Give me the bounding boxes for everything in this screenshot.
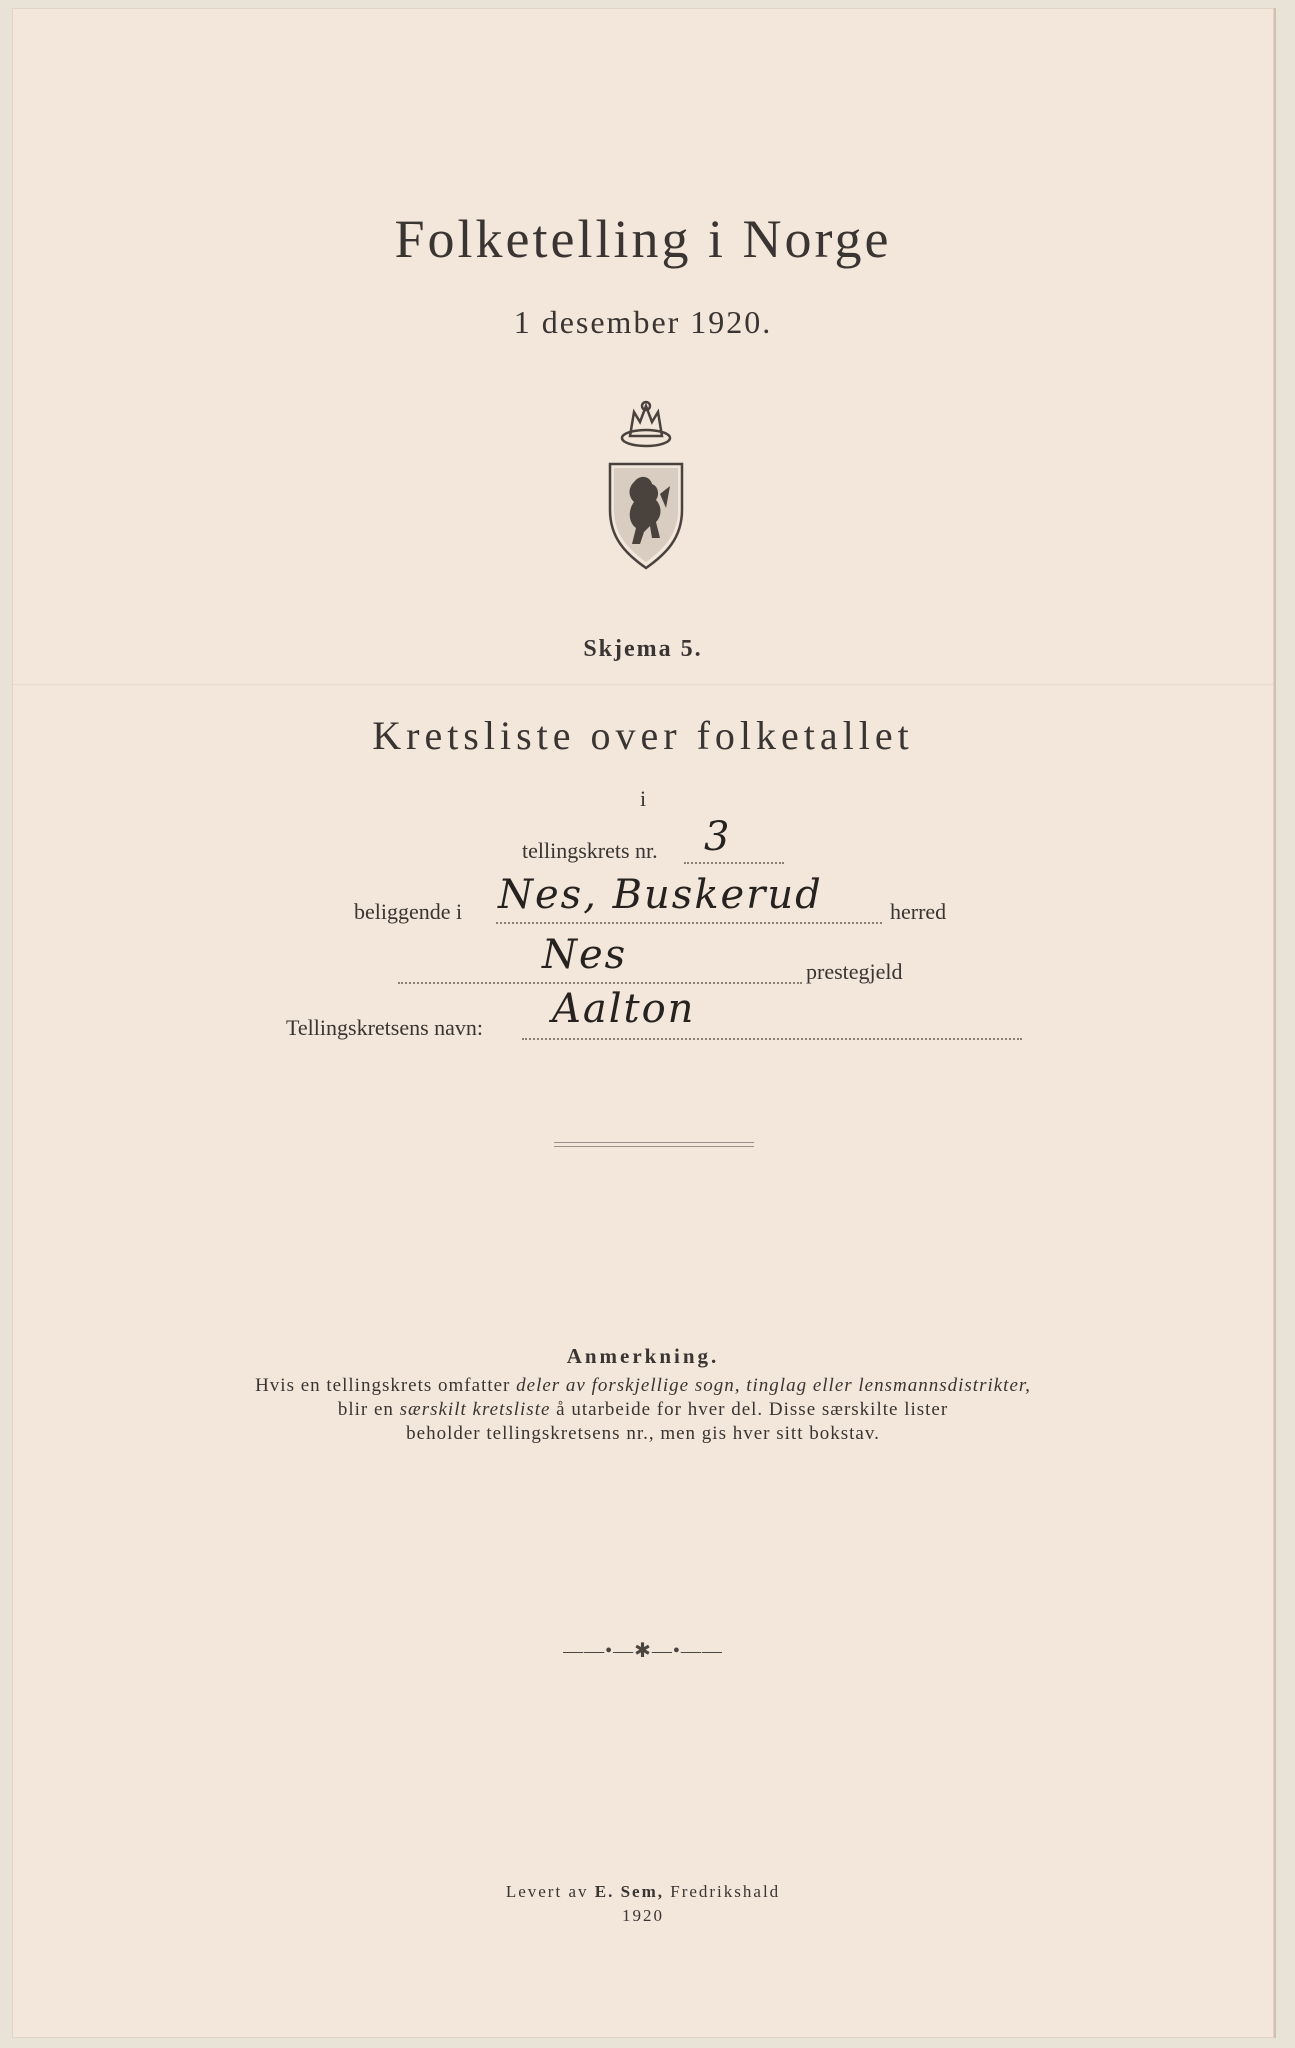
paper-fold [12, 684, 1274, 686]
conjunction-text: i [639, 786, 647, 811]
ornament-divider: ——•—✱—•—— [563, 1640, 723, 1662]
location-value: Nes, Buskerud [498, 872, 823, 918]
note-line-1 [12, 1374, 1274, 1398]
printer-place: Fredrikshald [663, 1882, 781, 1901]
schema-label: Skjema 5. [583, 636, 703, 662]
note-line-1-text: Hvis en tellingskrets omfatter [255, 1375, 517, 1396]
printer-imprint [12, 1880, 1274, 1928]
krets-number-line [684, 862, 784, 864]
district-name-line [522, 1038, 1022, 1040]
prestegjeld-label: prestegjeld [806, 959, 903, 984]
printer-prefix: Levert av [505, 1882, 595, 1901]
prestegjeld-value: Nes [542, 932, 628, 978]
note-line-2-text-a: blir en [337, 1399, 400, 1420]
note-line-2-italic: særskilt kretsliste [399, 1399, 551, 1420]
krets-number-value: 3 [704, 814, 732, 860]
printer-name: E. Sem, [594, 1882, 664, 1901]
krets-number-label: tellingskrets nr. [522, 838, 658, 863]
prestegjeld-line [398, 982, 802, 984]
list-title: Kretsliste over folketallet [372, 713, 914, 758]
note-line-2-text-b: å utarbeide for hver del. Disse særskilte lister [550, 1399, 949, 1420]
printer-year: 1920 [622, 1906, 664, 1925]
census-form-page [12, 8, 1274, 2038]
location-line [496, 922, 882, 924]
herred-label: herred [890, 899, 947, 924]
note-heading: Anmerkning. [566, 1344, 720, 1368]
note-line-2 [12, 1398, 1274, 1422]
note-line-3: beholder tellingskretsens nr., men gis hver sitt bokstav. [406, 1423, 880, 1444]
note-line-1-italic: deler av forskjellige sogn, tinglag eller lensmannsdistrikter, [516, 1375, 1031, 1396]
page-title: Folketelling i Norge [394, 209, 892, 269]
district-name-value: Aalton [552, 986, 696, 1032]
printer-line [12, 1880, 1274, 1904]
section-divider [554, 1142, 754, 1147]
location-label: beliggende i [354, 899, 463, 924]
district-name-label: Tellingskretsens navn: [286, 1015, 484, 1040]
norwegian-coat-of-arms-icon [600, 398, 692, 570]
note-text [12, 1374, 1274, 1446]
census-date: 1 desember 1920. [513, 304, 773, 340]
